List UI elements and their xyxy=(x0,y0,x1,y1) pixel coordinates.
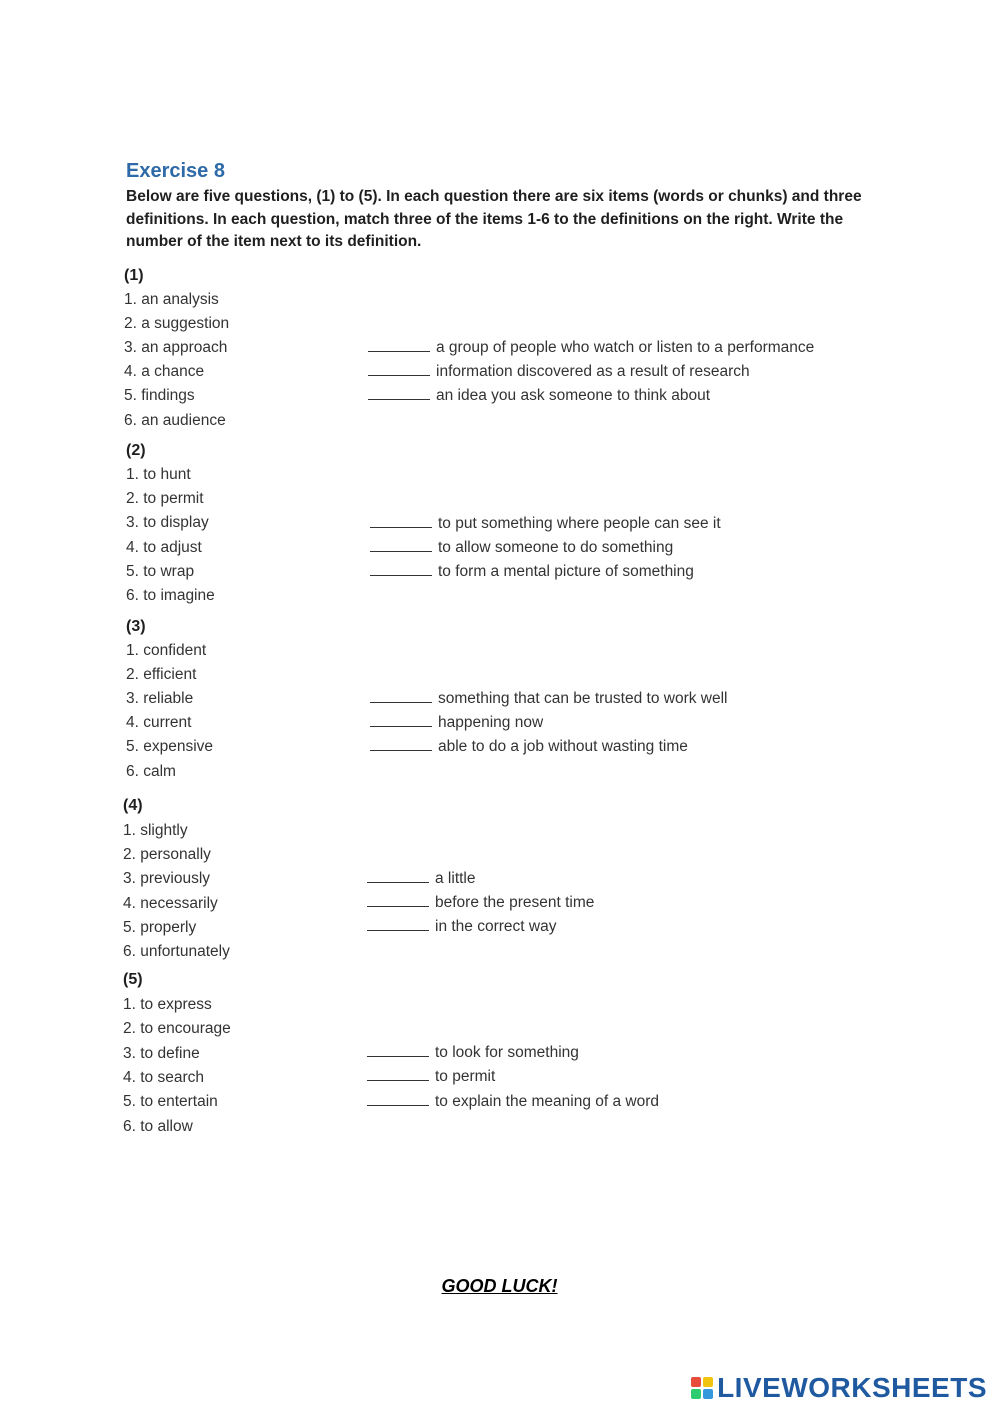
answer-blank[interactable] xyxy=(370,738,432,751)
question-label: (4) xyxy=(123,797,143,814)
definition-text: an idea you ask someone to think about xyxy=(436,387,711,405)
answer-blank[interactable] xyxy=(367,894,429,907)
item-option: 5. to entertain xyxy=(123,1093,218,1111)
item-option: 3. to define xyxy=(123,1044,200,1062)
item-option: 1. confident xyxy=(126,642,207,659)
definition-text: in the correct way xyxy=(435,918,557,936)
instructions: Below are five questions, (1) to (5). In each question there are six items (words or chunks) and three definitions. In each question, match three of the items 1-6 to the definitions on the right. Write the number of the item next to its definition. xyxy=(126,188,862,250)
item-option: 6. an audience xyxy=(124,411,226,429)
item-option: 5. expensive xyxy=(126,738,214,756)
answer-blank[interactable] xyxy=(370,714,432,727)
answer-blank[interactable] xyxy=(370,690,432,703)
answer-blank[interactable] xyxy=(368,363,430,376)
definition-text: to form a mental picture of something xyxy=(438,563,694,581)
item-option: 4. current xyxy=(126,714,192,732)
definition-row xyxy=(370,563,694,581)
brand-icon-square xyxy=(691,1389,701,1399)
liveworksheets-logo xyxy=(691,1372,987,1404)
item-option: 6. calm xyxy=(126,762,176,780)
item-option: 5. findings xyxy=(124,387,195,405)
definition-row xyxy=(367,918,556,936)
definition-row xyxy=(367,1093,659,1111)
item-option: 2. personally xyxy=(123,846,211,864)
item-option: 2. efficient xyxy=(126,666,197,684)
item-option: 2. a suggestion xyxy=(124,315,230,333)
definition-text: to permit xyxy=(435,1068,496,1086)
item-option: 4. necessarily xyxy=(123,894,218,912)
definition-row xyxy=(370,714,543,732)
answer-blank[interactable] xyxy=(368,339,430,352)
definition-row xyxy=(367,870,476,888)
brand-name: LIVEWORKSHEETS xyxy=(717,1372,987,1403)
answer-blank[interactable] xyxy=(367,918,429,931)
item-option: 3. an approach xyxy=(124,339,228,357)
answer-blank[interactable] xyxy=(370,515,432,528)
definition-row xyxy=(368,387,710,405)
definition-row xyxy=(368,339,814,357)
question-label: (3) xyxy=(126,618,146,635)
brand-icon-square xyxy=(703,1377,713,1387)
definition-row xyxy=(367,894,594,912)
item-option: 2. to permit xyxy=(126,490,204,508)
answer-blank[interactable] xyxy=(367,1044,429,1057)
definition-text: happening now xyxy=(438,714,544,732)
item-option: 4. a chance xyxy=(124,363,205,381)
item-option: 1. to express xyxy=(123,996,212,1013)
item-option: 3. previously xyxy=(123,870,211,888)
definition-row xyxy=(367,1068,495,1086)
item-option: 5. to wrap xyxy=(126,562,195,580)
definition-text: information discovered as a result of research xyxy=(436,363,750,381)
item-option: 1. to hunt xyxy=(126,466,191,483)
answer-blank[interactable] xyxy=(367,1068,429,1081)
brand-icon-square xyxy=(691,1377,701,1387)
definition-row xyxy=(370,539,673,557)
definition-text: a group of people who watch or listen to a performance xyxy=(436,339,815,356)
item-option: 2. to encourage xyxy=(123,1020,231,1038)
item-option: 3. to display xyxy=(126,514,209,532)
item-option: 4. to search xyxy=(123,1068,204,1086)
definition-text: a little xyxy=(435,870,476,887)
question-label: (1) xyxy=(124,267,144,284)
definition-row xyxy=(370,515,721,533)
definition-row xyxy=(370,690,727,708)
item-option: 4. to adjust xyxy=(126,538,202,556)
definition-text: to look for something xyxy=(435,1044,579,1061)
brand-icon-square xyxy=(703,1389,713,1399)
answer-blank[interactable] xyxy=(367,1093,429,1106)
definition-row xyxy=(370,738,688,756)
exercise-title: Exercise 8 xyxy=(126,160,225,182)
definition-text: to put something where people can see it xyxy=(438,515,721,532)
definition-row xyxy=(367,1044,579,1062)
item-option: 6. to imagine xyxy=(126,587,215,604)
item-option: 3. reliable xyxy=(126,690,194,708)
item-option: 6. to allow xyxy=(123,1117,193,1135)
item-option: 5. properly xyxy=(123,918,197,936)
definition-row xyxy=(368,363,750,381)
answer-blank[interactable] xyxy=(368,387,430,400)
answer-blank[interactable] xyxy=(370,563,432,576)
good-luck-text: GOOD LUCK! xyxy=(441,1276,558,1296)
definition-text: able to do a job without wasting time xyxy=(438,738,688,756)
definition-text: to allow someone to do something xyxy=(438,539,674,557)
item-option: 1. slightly xyxy=(123,822,188,839)
item-option: 1. an analysis xyxy=(124,291,219,308)
liveworksheets-icon xyxy=(691,1377,713,1399)
question-label: (2) xyxy=(126,442,146,459)
item-option: 6. unfortunately xyxy=(123,943,230,960)
definition-text: something that can be trusted to work well xyxy=(438,690,728,707)
answer-blank[interactable] xyxy=(370,539,432,552)
question-label: (5) xyxy=(123,971,143,988)
definition-text: to explain the meaning of a word xyxy=(435,1092,660,1110)
definition-text: before the present time xyxy=(435,894,595,912)
answer-blank[interactable] xyxy=(367,870,429,883)
